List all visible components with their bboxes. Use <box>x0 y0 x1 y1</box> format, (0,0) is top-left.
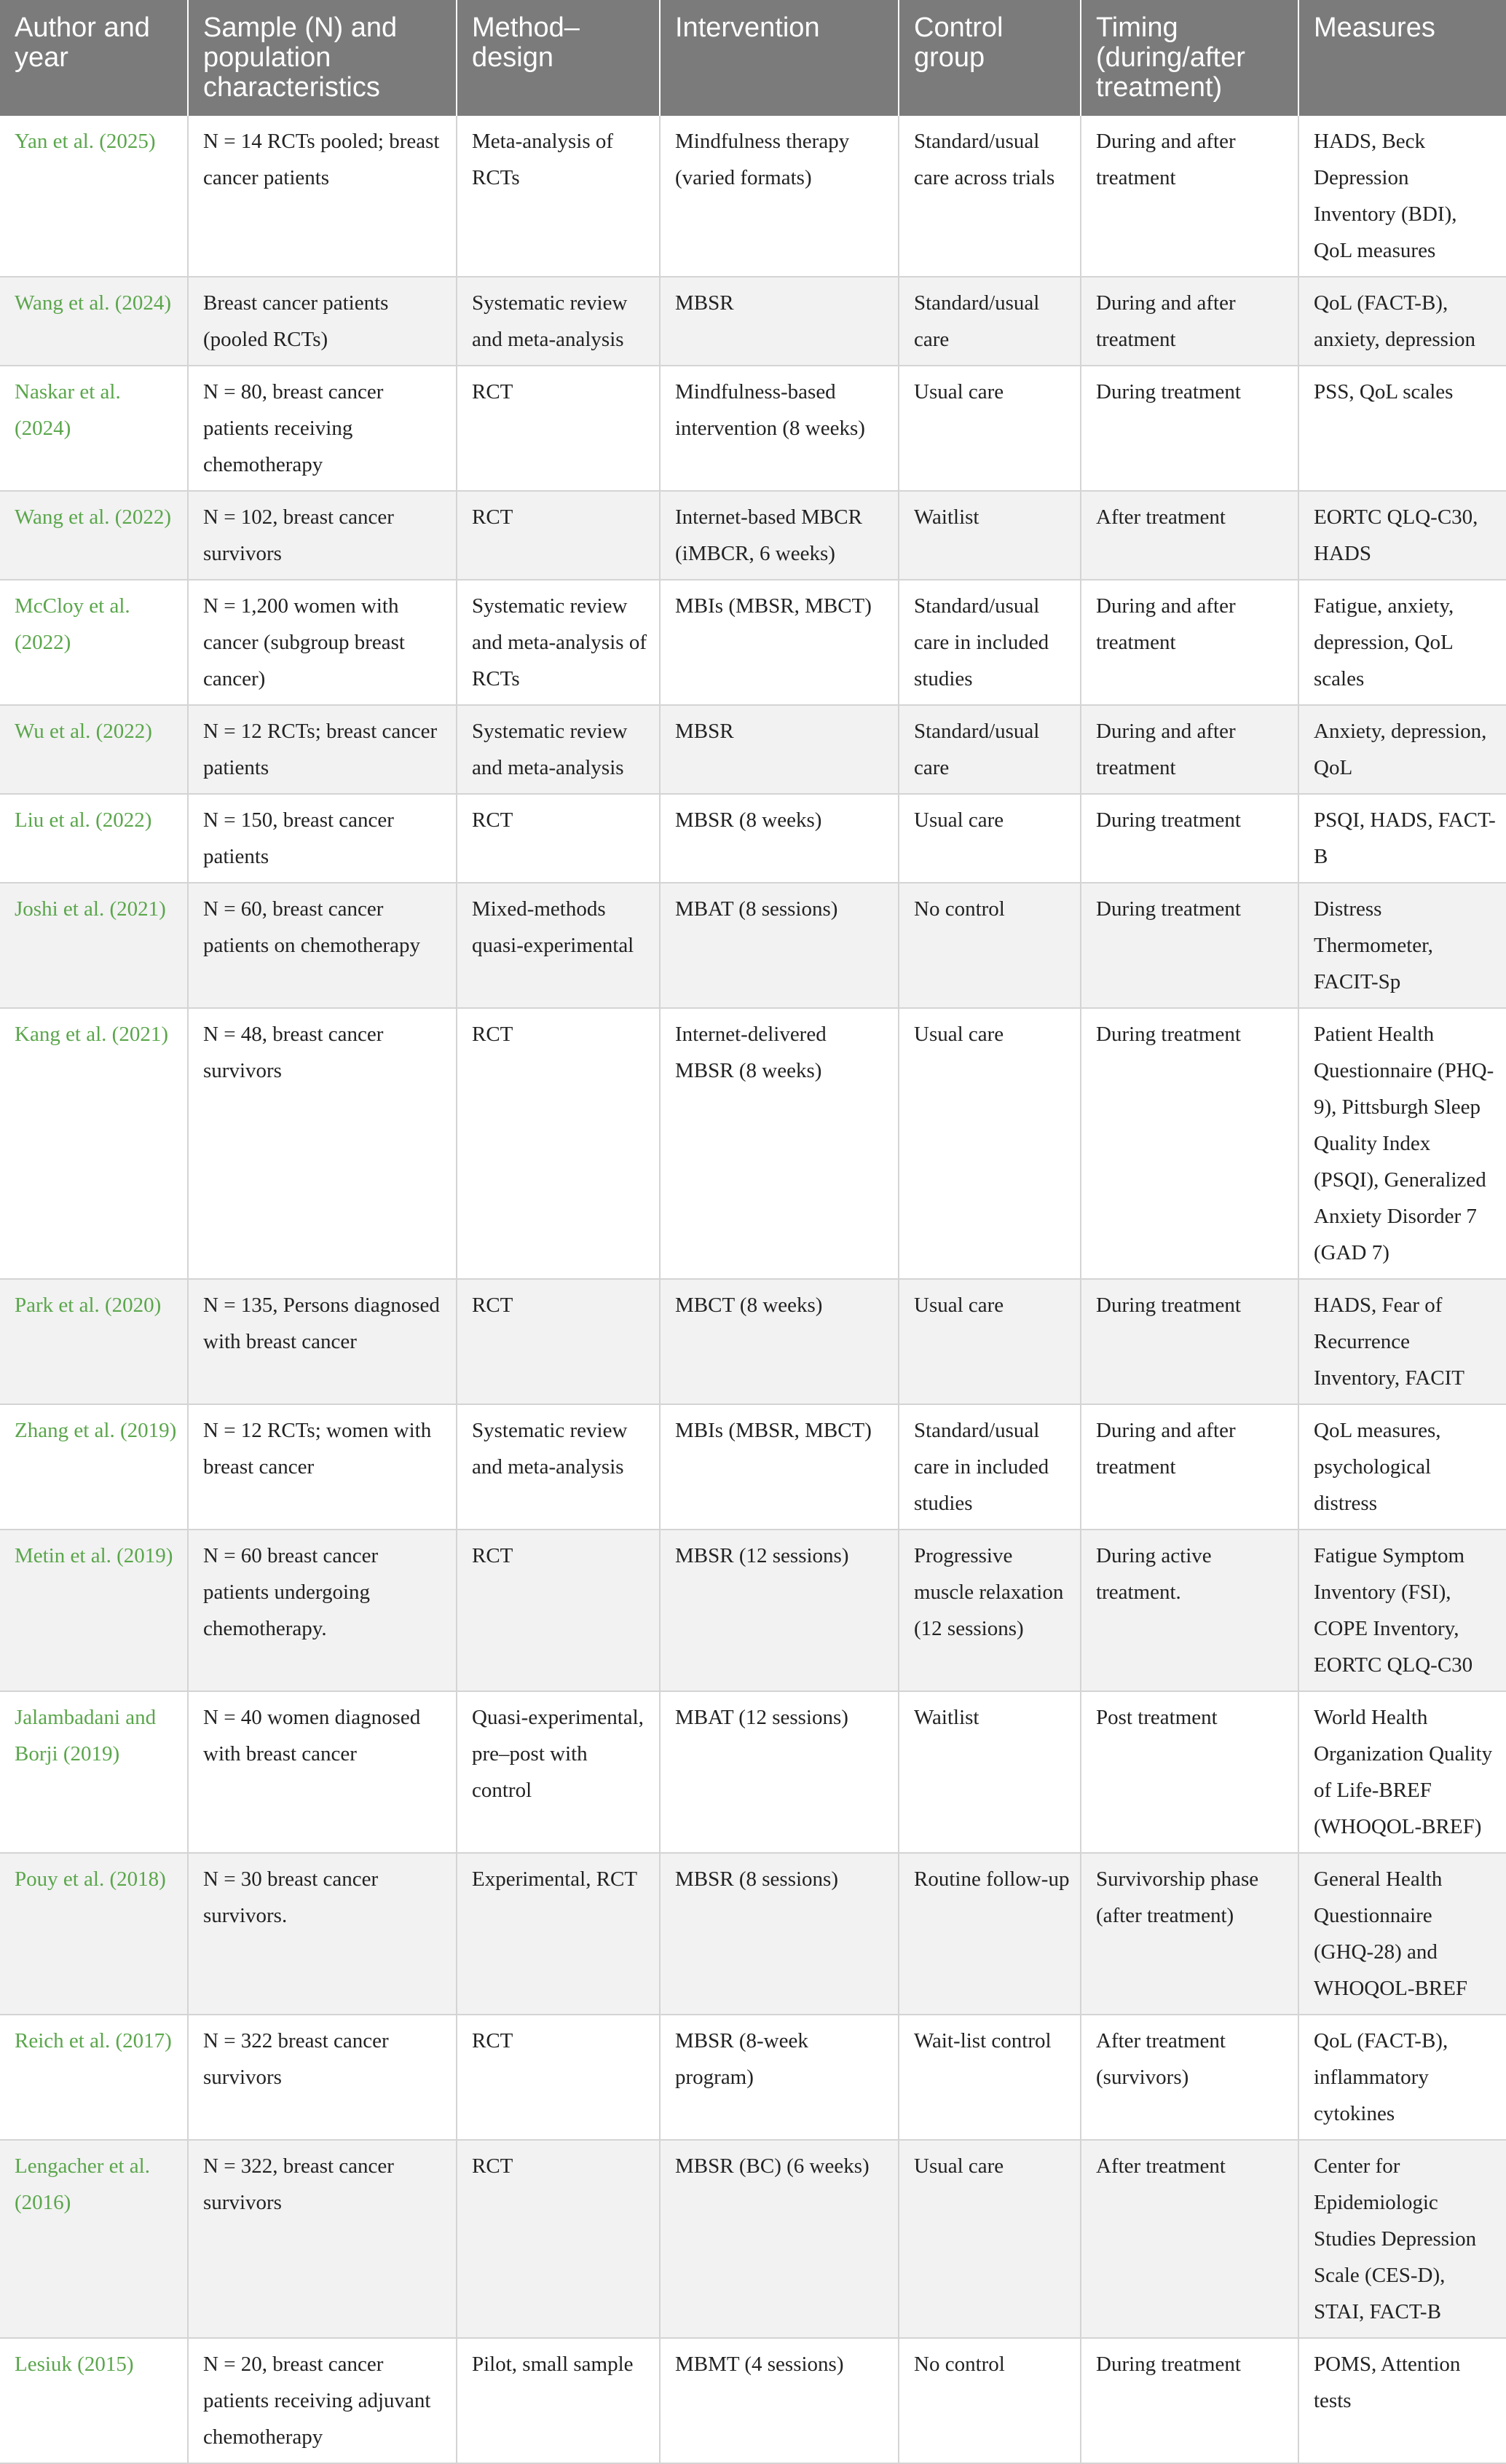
table-row <box>0 1279 1506 1404</box>
cell-sample: N = 20, breast cancer patients receiving adjuvant chemotherapy <box>188 2338 457 2463</box>
table-row <box>0 366 1506 491</box>
cell-intervention: MBSR (BC) (6 weeks) <box>660 2140 899 2338</box>
table-body <box>0 116 1506 2463</box>
cell-intervention: MBSR (12 sessions) <box>660 1530 899 1691</box>
cell-author[interactable]: Kang et al. (2021) <box>0 1008 188 1279</box>
cell-timing: During active treatment. <box>1081 1530 1298 1691</box>
cell-measures: Fatigue, anxiety, depression, QoL scales <box>1298 580 1506 705</box>
cell-author[interactable]: Jalambadani and Borji (2019) <box>0 1691 188 1853</box>
cell-sample: N = 60, breast cancer patients on chemotherapy <box>188 883 457 1008</box>
cell-intervention: MBSR <box>660 705 899 794</box>
cell-control: Standard/usual care in included studies <box>899 580 1081 705</box>
cell-control: Usual care <box>899 1279 1081 1404</box>
header-intervention: Intervention <box>660 0 899 116</box>
cell-control: Standard/usual care in included studies <box>899 1404 1081 1530</box>
cell-measures: QoL measures, psychological distress <box>1298 1404 1506 1530</box>
cell-control: Wait-list control <box>899 2015 1081 2140</box>
cell-author[interactable]: Wang et al. (2022) <box>0 491 188 580</box>
cell-sample: N = 80, breast cancer patients receiving chemotherapy <box>188 366 457 491</box>
cell-method: RCT <box>457 491 660 580</box>
table-row <box>0 883 1506 1008</box>
table-row <box>0 1008 1506 1279</box>
cell-measures: General Health Questionnaire (GHQ-28) and WHOQOL-BREF <box>1298 1853 1506 2015</box>
cell-control: Usual care <box>899 1008 1081 1279</box>
header-control-group: Control group <box>899 0 1081 116</box>
cell-author[interactable]: McCloy et al. (2022) <box>0 580 188 705</box>
cell-measures: World Health Organization Quality of Life-BREF (WHOQOL-BREF) <box>1298 1691 1506 1853</box>
cell-author[interactable]: Pouy et al. (2018) <box>0 1853 188 2015</box>
table-row <box>0 2140 1506 2338</box>
cell-measures: QoL (FACT-B), anxiety, depression <box>1298 277 1506 366</box>
cell-timing: During treatment <box>1081 1008 1298 1279</box>
cell-timing: During treatment <box>1081 2338 1298 2463</box>
cell-method: Systematic review and meta-analysis of RCTs <box>457 580 660 705</box>
cell-method: Experimental, RCT <box>457 1853 660 2015</box>
cell-sample: N = 135, Persons diagnosed with breast cancer <box>188 1279 457 1404</box>
cell-method: RCT <box>457 794 660 883</box>
cell-sample: N = 150, breast cancer patients <box>188 794 457 883</box>
cell-control: Standard/usual care across trials <box>899 116 1081 277</box>
cell-intervention: MBCT (8 weeks) <box>660 1279 899 1404</box>
cell-timing: After treatment <box>1081 2140 1298 2338</box>
cell-control: Standard/usual care <box>899 705 1081 794</box>
cell-method: RCT <box>457 2140 660 2338</box>
cell-measures: POMS, Attention tests <box>1298 2338 1506 2463</box>
cell-sample: N = 48, breast cancer survivors <box>188 1008 457 1279</box>
cell-author[interactable]: Lesiuk (2015) <box>0 2338 188 2463</box>
table-header <box>0 0 1506 116</box>
cell-measures: Fatigue Symptom Inventory (FSI), COPE Inventory, EORTC QLQ-C30 <box>1298 1530 1506 1691</box>
cell-measures: PSS, QoL scales <box>1298 366 1506 491</box>
cell-timing: During and after treatment <box>1081 277 1298 366</box>
cell-control: Progressive muscle relaxation (12 sessions) <box>899 1530 1081 1691</box>
table-row <box>0 116 1506 277</box>
cell-control: Waitlist <box>899 1691 1081 1853</box>
cell-timing: During treatment <box>1081 366 1298 491</box>
cell-intervention: MBSR (8 sessions) <box>660 1853 899 2015</box>
cell-control: Usual care <box>899 2140 1081 2338</box>
cell-measures: Distress Thermometer, FACIT-Sp <box>1298 883 1506 1008</box>
cell-measures: HADS, Fear of Recurrence Inventory, FACIT <box>1298 1279 1506 1404</box>
cell-measures: Center for Epidemiologic Studies Depression Scale (CES-D), STAI, FACT-B <box>1298 2140 1506 2338</box>
table-row <box>0 1530 1506 1691</box>
cell-method: Systematic review and meta-analysis <box>457 277 660 366</box>
cell-timing: During and after treatment <box>1081 116 1298 277</box>
cell-sample: Breast cancer patients (pooled RCTs) <box>188 277 457 366</box>
cell-timing: After treatment <box>1081 491 1298 580</box>
cell-method: Pilot, small sample <box>457 2338 660 2463</box>
cell-control: Waitlist <box>899 491 1081 580</box>
cell-measures: EORTC QLQ-C30, HADS <box>1298 491 1506 580</box>
table-row <box>0 1691 1506 1853</box>
cell-method: RCT <box>457 366 660 491</box>
cell-measures: HADS, Beck Depression Inventory (BDI), QoL measures <box>1298 116 1506 277</box>
cell-intervention: Internet-delivered MBSR (8 weeks) <box>660 1008 899 1279</box>
cell-timing: Post treatment <box>1081 1691 1298 1853</box>
cell-measures: Patient Health Questionnaire (PHQ-9), Pittsburgh Sleep Quality Index (PSQI), Generalized Anxiety Disorder 7 (GAD 7) <box>1298 1008 1506 1279</box>
cell-author[interactable]: Joshi et al. (2021) <box>0 883 188 1008</box>
cell-timing: During treatment <box>1081 1279 1298 1404</box>
cell-intervention: MBAT (8 sessions) <box>660 883 899 1008</box>
cell-measures: Anxiety, depression, QoL <box>1298 705 1506 794</box>
cell-sample: N = 12 RCTs; women with breast cancer <box>188 1404 457 1530</box>
cell-timing: During and after treatment <box>1081 580 1298 705</box>
cell-control: Usual care <box>899 366 1081 491</box>
cell-author[interactable]: Zhang et al. (2019) <box>0 1404 188 1530</box>
cell-control: Routine follow-up <box>899 1853 1081 2015</box>
cell-author[interactable]: Metin et al. (2019) <box>0 1530 188 1691</box>
cell-author[interactable]: Wang et al. (2024) <box>0 277 188 366</box>
cell-author[interactable]: Liu et al. (2022) <box>0 794 188 883</box>
cell-intervention: Mindfulness-based intervention (8 weeks) <box>660 366 899 491</box>
cell-sample: N = 14 RCTs pooled; breast cancer patients <box>188 116 457 277</box>
cell-method: Meta-analysis of RCTs <box>457 116 660 277</box>
header-timing: Timing (during/after treatment) <box>1081 0 1298 116</box>
header-measures: Measures <box>1298 0 1506 116</box>
table-row <box>0 1853 1506 2015</box>
cell-method: RCT <box>457 2015 660 2140</box>
table-row <box>0 705 1506 794</box>
cell-timing: During and after treatment <box>1081 705 1298 794</box>
cell-author[interactable]: Naskar et al. (2024) <box>0 366 188 491</box>
cell-author[interactable]: Yan et al. (2025) <box>0 116 188 277</box>
table-row <box>0 794 1506 883</box>
cell-sample: N = 1,200 women with cancer (subgroup breast cancer) <box>188 580 457 705</box>
cell-intervention: MBSR (8 weeks) <box>660 794 899 883</box>
cell-timing: During treatment <box>1081 794 1298 883</box>
cell-timing: After treatment (survivors) <box>1081 2015 1298 2140</box>
table-row <box>0 277 1506 366</box>
cell-method: Mixed-methods quasi-experimental <box>457 883 660 1008</box>
cell-sample: N = 40 women diagnosed with breast cancer <box>188 1691 457 1853</box>
cell-sample: N = 30 breast cancer survivors. <box>188 1853 457 2015</box>
cell-intervention: MBMT (4 sessions) <box>660 2338 899 2463</box>
cell-method: Quasi-experimental, pre–post with control <box>457 1691 660 1853</box>
cell-intervention: MBIs (MBSR, MBCT) <box>660 1404 899 1530</box>
cell-timing: During and after treatment <box>1081 1404 1298 1530</box>
cell-intervention: MBSR <box>660 277 899 366</box>
cell-control: Standard/usual care <box>899 277 1081 366</box>
table-row <box>0 580 1506 705</box>
table-row <box>0 2015 1506 2140</box>
cell-sample: N = 102, breast cancer survivors <box>188 491 457 580</box>
cell-method: RCT <box>457 1530 660 1691</box>
cell-intervention: Mindfulness therapy (varied formats) <box>660 116 899 277</box>
cell-timing: Survivorship phase (after treatment) <box>1081 1853 1298 2015</box>
table-row <box>0 491 1506 580</box>
cell-method: RCT <box>457 1008 660 1279</box>
header-method-design: Method–design <box>457 0 660 116</box>
cell-sample: N = 12 RCTs; breast cancer patients <box>188 705 457 794</box>
cell-intervention: MBAT (12 sessions) <box>660 1691 899 1853</box>
cell-intervention: Internet-based MBCR (iMBCR, 6 weeks) <box>660 491 899 580</box>
table-row <box>0 1404 1506 1530</box>
cell-sample: N = 322 breast cancer survivors <box>188 2015 457 2140</box>
header-sample: Sample (N) and population characteristics <box>188 0 457 116</box>
cell-control: No control <box>899 2338 1081 2463</box>
cell-intervention: MBIs (MBSR, MBCT) <box>660 580 899 705</box>
cell-timing: During treatment <box>1081 883 1298 1008</box>
cell-intervention: MBSR (8-week program) <box>660 2015 899 2140</box>
cell-author[interactable]: Reich et al. (2017) <box>0 2015 188 2140</box>
cell-author[interactable]: Wu et al. (2022) <box>0 705 188 794</box>
cell-measures: PSQI, HADS, FACT-B <box>1298 794 1506 883</box>
cell-author[interactable]: Lengacher et al. (2016) <box>0 2140 188 2338</box>
header-row <box>0 0 1506 116</box>
cell-measures: QoL (FACT-B), inflammatory cytokines <box>1298 2015 1506 2140</box>
cell-author[interactable]: Park et al. (2020) <box>0 1279 188 1404</box>
cell-method: RCT <box>457 1279 660 1404</box>
cell-control: No control <box>899 883 1081 1008</box>
cell-control: Usual care <box>899 794 1081 883</box>
cell-method: Systematic review and meta-analysis <box>457 705 660 794</box>
table-row <box>0 2338 1506 2463</box>
cell-method: Systematic review and meta-analysis <box>457 1404 660 1530</box>
cell-sample: N = 60 breast cancer patients undergoing chemotherapy. <box>188 1530 457 1691</box>
header-author-year: Author and year <box>0 0 188 116</box>
cell-sample: N = 322, breast cancer survivors <box>188 2140 457 2338</box>
